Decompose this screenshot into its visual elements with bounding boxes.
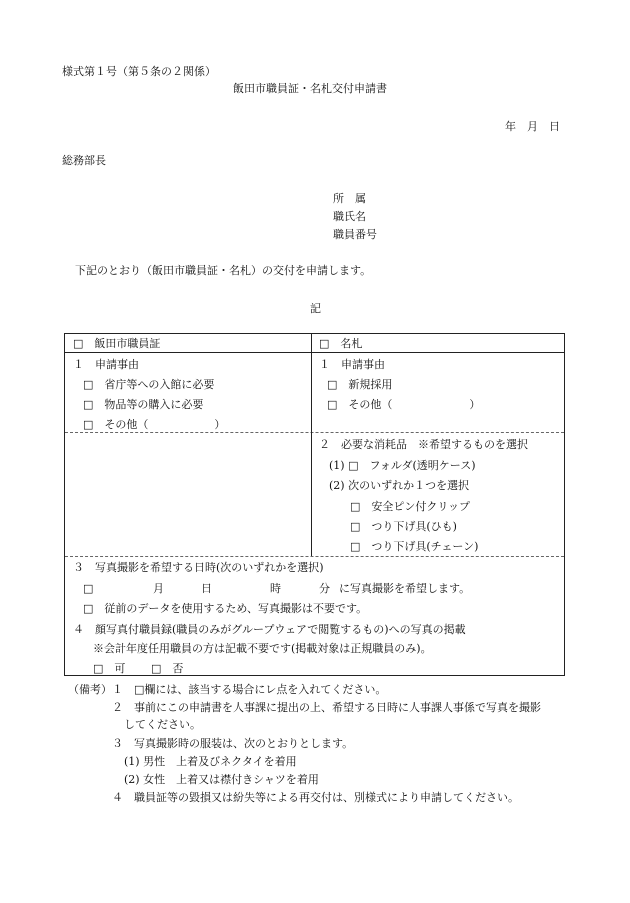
intro-text: 下記のとおり（飯田市職員証・名札）の交付を申請します。	[75, 264, 372, 277]
document-title: 飯田市職員証・名札交付申請書	[233, 82, 387, 95]
employee-number-label[interactable]: 職員番号	[333, 228, 377, 241]
nameplate-checkbox[interactable]: □ 名札	[319, 337, 363, 350]
row-divider	[65, 432, 564, 433]
remark-subitem: (1) 男性 上着及びネクタイを着用	[124, 755, 297, 768]
photo-skip-checkbox[interactable]: □ 従前のデータを使用するため、写真撮影は不要です。	[83, 602, 368, 615]
remark-item: ３ 写真撮影時の服装は、次のとおりとします。	[112, 737, 354, 750]
id-card-checkbox[interactable]: □ 飯田市職員証	[73, 337, 161, 350]
photo-month[interactable]: 月	[153, 582, 164, 595]
supply-suboption[interactable]: □ 安全ピン付クリップ	[350, 500, 470, 513]
photo-title: ３ 写真撮影を希望する日時(次のいずれかを選択)	[73, 561, 324, 574]
addressee: 総務部長	[62, 154, 106, 167]
name-label[interactable]: 職氏名	[333, 210, 366, 223]
supply-option-folder[interactable]: (1) □ フォルダ(透明ケース)	[329, 459, 476, 472]
left-reason-option[interactable]: □ 物品等の購入に必要	[83, 398, 204, 411]
right-reason-option[interactable]: □ 新規採用	[327, 378, 393, 391]
supply-suboption[interactable]: □ つり下げ具(ひも)	[350, 520, 457, 533]
remarks-label: （備考）	[68, 683, 112, 696]
supplies-title: ２ 必要な消耗品 ※希望するものを選択	[319, 438, 528, 451]
section-divider	[65, 556, 564, 557]
column-divider	[311, 334, 312, 556]
directory-title: ４ 顔写真付職員録(職員のみがグループウェアで閲覧するもの)への写真の掲載	[73, 623, 466, 636]
photo-suffix: に写真撮影を希望します。	[339, 582, 471, 595]
remark-subitem: (2) 女性 上着又は襟付きシャツを着用	[124, 773, 319, 786]
photo-day[interactable]: 日	[201, 582, 212, 595]
remark-item: ４ 職員証等の毀損又は紛失等による再交付は、別様式により申請してください。	[112, 791, 519, 804]
photo-date-checkbox[interactable]: □	[83, 582, 94, 595]
right-reason-title: １ 申請事由	[319, 358, 385, 371]
directory-no-checkbox[interactable]: □ 否	[151, 662, 184, 675]
supply-option-label: (2) 次のいずれか１つを選択	[329, 479, 470, 492]
left-reason-option[interactable]: □ 省庁等への入館に必要	[83, 378, 215, 391]
directory-yes-checkbox[interactable]: □ 可	[93, 662, 126, 675]
date-field[interactable]: 年 月 日	[505, 120, 560, 133]
form-number: 様式第１号（第５条の２関係）	[62, 65, 216, 78]
header-divider	[65, 352, 564, 353]
directory-note: ※会計年度任用職員の方は記載不要です(掲載対象は正規職員のみ)。	[93, 642, 432, 655]
affiliation-label[interactable]: 所 属	[333, 192, 366, 205]
remark-item: １ □欄には、該当する場合にレ点を入れてください。	[112, 683, 387, 696]
application-table	[64, 333, 565, 676]
remark-item: ２ 事前にこの申請書を人事課に提出の上、希望する日時に人事課人事係で写真を撮影	[112, 701, 541, 714]
supply-suboption[interactable]: □ つり下げ具(チェーン)	[350, 540, 479, 553]
remark-item-continued: してください。	[124, 718, 201, 731]
left-reason-option[interactable]: □ その他（ ）	[83, 418, 226, 431]
left-reason-title: １ 申請事由	[73, 358, 139, 371]
right-reason-option[interactable]: □ その他（ ）	[327, 398, 481, 411]
photo-minute[interactable]: 分	[319, 582, 330, 595]
ki-heading: 記	[310, 302, 321, 315]
photo-hour[interactable]: 時	[270, 582, 281, 595]
